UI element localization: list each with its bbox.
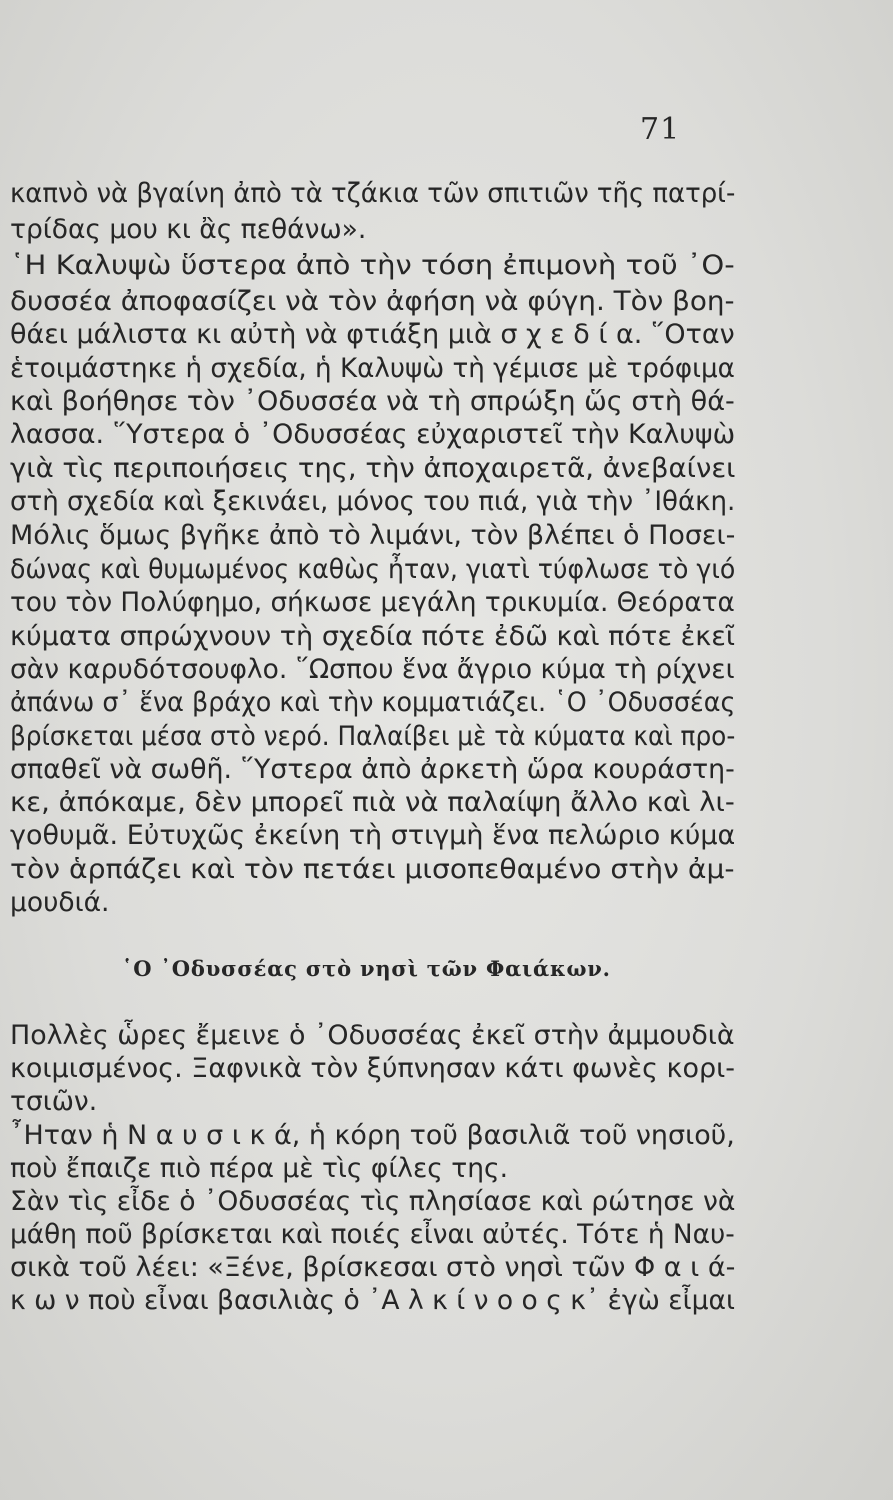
text-line: μουδιά. [10, 887, 110, 918]
text-line: Μόλις ὅμως βγῆκε ἀπὸ τὸ λιμάνι, τὸν βλέπει ὁ Ποσει- [10, 520, 736, 551]
text-line: γιὰ τὶς περιποιήσεις της, τὴν ἀποχαιρετᾶ, ἀνεβαίνει [10, 453, 736, 484]
text-line: του τὸν Πολύφημο, σήκωσε μεγάλη τρικυμία. Θεόρατα [10, 587, 735, 618]
text-line: κε, ἀπόκαμε, δὲν μπορεῖ πιὰ νὰ παλαίψη ἄλλο καὶ λι- [10, 787, 735, 818]
text-line: κ ω ν ποὺ εἶναι βασιλιὰς ὁ ᾿Α λ κ ί ν ο ο ς κ᾿ ἐγὼ εἶμαι [10, 1285, 735, 1316]
text-line: Πολλὲς ὧρες ἔμεινε ὁ ᾿Οδυσσέας ἐκεῖ στὴν ἀμμουδιὰ [10, 1020, 735, 1051]
text-line: μάθη ποῦ βρίσκεται καὶ ποιές εἶναι αὐτές. Τότε ἡ Ναυ- [10, 1219, 735, 1250]
text-line: ἀπάνω σ᾿ ἕνα βράχο καὶ τὴν κομματιάζει. ῾Ο ᾿Οδυσσέας [10, 687, 736, 718]
text-line: ποὺ ἔπαιζε πιὸ πέρα μὲ τὶς φίλες της. [10, 1153, 509, 1184]
text-line: θάει μάλιστα κι αὐτὴ νὰ φτιάξη μιὰ σ χ ε δ ί α. ῞Οταν [10, 319, 735, 350]
text-line: λασσα. ῞Υστερα ὁ ᾿Οδυσσέας εὐχαριστεῖ τὴν Καλυψὼ [10, 419, 736, 450]
text-line: καὶ βοήθησε τὸν ᾿Οδυσσέα νὰ τὴ σπρώξη ὥς στὴ θά- [10, 386, 735, 417]
text-line: βρίσκεται μέσα στὸ νερό. Παλαίβει μὲ τὰ κύματα καὶ προ- [10, 721, 736, 752]
text-line: σικὰ τοῦ λέει: «Ξένε, βρίσκεσαι στὸ νησὶ τῶν Φ α ι ά- [10, 1252, 736, 1283]
text-line: σὰν καρυδότσουφλο. ῞Ωσπου ἕνα ἄγριο κύμα τὴ ρίχνει [10, 654, 735, 685]
text-line: γοθυμᾶ. Εὐτυχῶς ἐκείνη τὴ στιγμὴ ἕνα πελώριο κύμα [10, 820, 736, 851]
section-heading: ῾Ο ᾿Οδυσσέας στὸ νησὶ τῶν Φαιάκων. [122, 956, 611, 981]
text-line: κοιμισμένος. Ξαφνικὰ τὸν ξύπνησαν κάτι φωνὲς κορι- [10, 1053, 735, 1084]
page-number: 71 [640, 112, 681, 147]
text-line: δώνας καὶ θυμωμένος καθὼς ἦταν, γιατὶ τύφλωσε τὸ γιό [10, 554, 736, 585]
text-line: δυσσέα ἀποφασίζει νὰ τὸν ἀφήση νὰ φύγη. Τὸν βοη- [10, 286, 735, 317]
text-line: καπνὸ νὰ βγαίνη ἀπὸ τὰ τζάκια τῶν σπιτιῶν τῆς πατρί- [10, 178, 736, 209]
text-line: τρίδας μου κι ἂς πεθάνω». [10, 214, 367, 245]
text-line: ῏Ηταν ἡ Ν α υ σ ι κ ά, ἡ κόρη τοῦ βασιλιᾶ τοῦ νησιοῦ, [10, 1120, 735, 1151]
text-line: Σὰν τὶς εἶδε ὁ ᾿Οδυσσέας τὶς πλησίασε καὶ ρώτησε νὰ [10, 1186, 736, 1217]
text-line: σπαθεῖ νὰ σωθῆ. ῞Υστερα ἀπὸ ἀρκετὴ ὥρα κουράστη- [10, 754, 735, 785]
text-line: τσιῶν. [10, 1086, 98, 1117]
text-line: ῾Η Καλυψὼ ὕστερα ἀπὸ τὴν τόση ἐπιμονὴ τοῦ ᾿Ο- [10, 250, 735, 281]
text-line: τὸν ἁρπάζει καὶ τὸν πετάει μισοπεθαμένο στὴν ἀμ- [10, 854, 735, 885]
text-line: στὴ σχεδία καὶ ξεκινάει, μόνος του πιά, γιὰ τὴν ᾿Ιθάκη. [10, 486, 736, 517]
text-line: ἑτοιμάστηκε ἡ σχεδία, ἡ Καλυψὼ τὴ γέμισε μὲ τρόφιμα [10, 353, 735, 384]
text-line: κύματα σπρώχνουν τὴ σχεδία πότε ἐδῶ καὶ πότε ἐκεῖ [10, 621, 736, 652]
